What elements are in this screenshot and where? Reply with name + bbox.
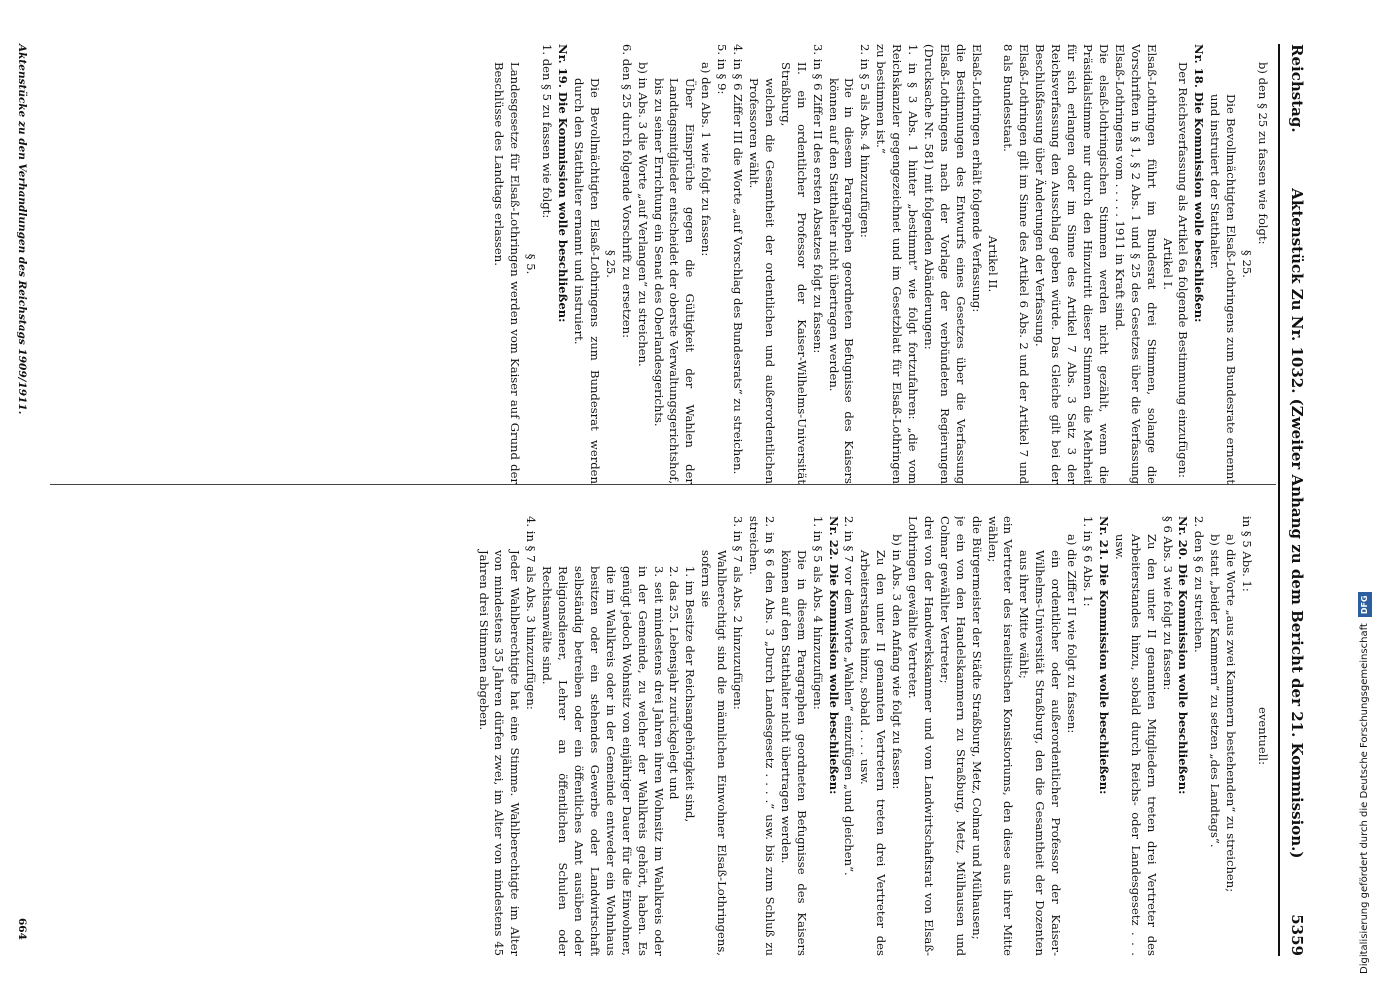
paragraph: b) in Abs. 3 die Worte „auf Verlangen“ zu streichen.	[635, 62, 650, 367]
paragraph: Nr. 18. Die Kommission wolle beschließen:	[1192, 44, 1207, 323]
paragraph: § 25.	[1240, 250, 1255, 278]
paragraph: Die Bevollmächtigten Elsaß-Lothringens zum Bundesrate ernennt und instruiert der Statthalter.	[1208, 94, 1239, 484]
paragraph: b) in Abs. 3 den Anfang wie folgt zu fassen:	[890, 534, 905, 790]
paragraph: eventuell:	[1256, 706, 1270, 766]
paragraph: 2. den § 6 zu streichen.	[1192, 516, 1207, 653]
paragraph: Die elsaß-lothringischen Stimmen werden nicht gezählt, wenn die Präsidialstimme nur durch den Hinzutritt dieser Stimmen die Mehrheit für sich erlangen oder im Sinne des Artikel 7 Abs. 3 Satz 3 der Reichsverfassung den Ausschlag geben würde. Das Gleiche gilt bei der Beschlußfassung über Änderungen der Verfassung.	[1033, 44, 1111, 484]
paragraph: Elsaß-Lothringen führt im Bundesrat drei Stimmen, solange die Vorschriften in § 1, § 2 Abs. 1 und § 25 des Gesetzes über die Verfassung Elsaß-Lothringens vom . . . . . 1911 in Kraft sind.	[1112, 44, 1159, 484]
paragraph: die Bürgermeister der Städte Straßburg, Metz, Colmar und Mülhausen;	[969, 516, 984, 940]
digitization-note	[1350, 0, 1380, 1000]
header-page-number: 5359	[1288, 914, 1306, 956]
paragraph: Nr. 22. Die Kommission wolle beschließen:	[826, 516, 841, 795]
paragraph: 1. in § 5 als Abs. 4 hinzuzufügen:	[810, 516, 825, 710]
paragraph: drei von der Handwerkskammer und vom Landwirtschaftsrat von Elsaß-Lothringen gewählte Vertreter.	[906, 516, 936, 956]
paragraph: Wahlberechtigt sind die männlichen Einwohner Elsaß-Lothringens, sofern sie	[699, 550, 730, 956]
paragraph: 2. das 25. Lebensjahr zurückgelegt und	[667, 566, 682, 800]
paragraph: 6. den § 25 durch folgende Vorschrift zu ersetzen:	[619, 44, 634, 338]
paragraph: Zu den unter II genannten Vertretern treten drei Vertreter des Arbeiterstandes hinzu, sobald . . . . usw.	[858, 550, 889, 956]
paragraph: je ein von den Handelskammern zu Straßburg, Metz, Mülhausen und Colmar gewählter Vertreter;	[937, 516, 968, 956]
paragraph: 3. seit mindestens drei Jahren ihren Wohnsitz im Wahlkreis oder in der Gemeinde, zu welcher der Wahlkreis gehört, haben. Es genügt jedoch Wohnsitz von einjähriger Dauer für die Einwohner, die im Wahlkreis oder in der Gemeinde entweder ein Wohnhaus besitzen oder ein stehendes Gewerbe oder Landwirtschaft selbständig betreiben oder ein öffentliches Amt ausüben oder Religionsdiener, Lehrer an öffentlichen Schulen oder Rechtsanwälte sind.	[540, 566, 666, 956]
paragraph: a) die Worte „aus zwei Kammern bestehenden“ zu streichen;	[1224, 534, 1239, 893]
paragraph: Landesgesetze für Elsaß-Lothringen werden vom Kaiser auf Grund der Beschlüsse des Landtags erlassen.	[492, 62, 523, 484]
text-column-right	[30, 516, 1270, 956]
paragraph: § 6 Abs. 3 wie folgt zu fassen:	[1160, 516, 1175, 691]
paragraph: Zu den unter II genannten Mitgliedern treten drei Vertreter des Arbeiterstandes hinzu, sobald durch Reichs- oder Landesgesetz . . . usw.	[1112, 534, 1159, 956]
paragraph: welchen die Gesamtheit der ordentlichen und außerordentlichen Professoren wählt.	[747, 78, 777, 484]
paragraph: 1. im Besitze der Reichsangehörigkeit sind,	[683, 566, 698, 823]
paragraph: Jeder Wahlberechtigte hat eine Stimme. Wahlberechtigte im Alter von mindestens 35 Jahren dürfen zwei, im Alter von mindestens 45 Jahren drei Stimmen abgeben.	[476, 550, 523, 956]
header-left: Reichstag.	[1288, 44, 1306, 133]
digitization-text: Digitalisierung gefördert durch die Deutsche Forschungsgemeinschaft	[1359, 623, 1370, 974]
paragraph: Elsaß-Lothringen gilt im Sinne des Artikel 6 Abs. 2 und der Artikel 7 und 8 als Bundesstaat.	[1001, 44, 1032, 484]
header-rule	[1278, 44, 1280, 956]
paragraph: ein Vertreter des israelitischen Konsistoriums, den diese aus ihrer Mitte wählen;	[985, 516, 1016, 956]
paragraph: 3. in § 6 Ziffer II des ersten Absatzes folgt zu fassen:	[810, 44, 825, 354]
paragraph: 4. in § 7 als Abs. 3 hinzuzufügen:	[524, 516, 539, 710]
paragraph: 2. in § 7 vor dem Worte „Wahlen“ einzufügen „und gleichen“.	[842, 516, 857, 876]
paragraph: II. ein ordentlicher Professor der Kaiser-Wilhelms-Universität Straßburg,	[778, 62, 809, 484]
paragraph: Elsaß-Lothringen erhält folgende Verfassung:	[969, 44, 984, 313]
paragraph: 3. in § 7 als Abs. 2 hinzuzufügen:	[731, 516, 746, 710]
footer-note: Aktenstücke zu den Verhandlungen des Reichstags 1909/1911.	[16, 44, 28, 415]
paragraph: Der Reichsverfassung als Artikel 6a folgende Bestimmung einzufügen:	[1176, 62, 1191, 478]
paragraph: Die in diesem Paragraphen geordneten Befugnisse des Kaisers können auf den Statthalter nicht übertragen werden.	[826, 78, 857, 484]
paragraph: a) den Abs. 1 wie folgt zu fassen:	[699, 62, 714, 257]
paragraph: 2. in § 5 als Abs. 4 hinzuzufügen:	[858, 44, 873, 238]
paragraph: Die Bevollmächtigten Elsaß-Lothringens zum Bundesrat werden durch den Statthalter ernannt und instruiert.	[572, 78, 602, 484]
paragraph: a) die Ziffer II wie folgt zu fassen:	[1065, 534, 1080, 734]
text-column-left	[30, 44, 1270, 484]
paragraph: § 5.	[524, 253, 539, 275]
paragraph: in § 5 Abs. 1:	[1240, 516, 1255, 592]
paragraph: 5. in § 9:	[715, 44, 730, 95]
footer-page-number: 664	[16, 918, 28, 940]
paragraph: Über Einsprüche gegen die Gültigkeit der Wahlen der Landtagsmitglieder entscheidet der oberste Verwaltungsgerichtshof, bis zu seiner Errichtung ein Senat des Oberlandesgerichts.	[651, 78, 698, 484]
paragraph: Nr. 21. Die Kommission wolle beschließen:	[1096, 516, 1111, 795]
paragraph: die Bestimmungen des Entwurfs eines Gesetzes über die Verfassung Elsaß-Lothringens nach der Vorlage der verbündeten Regierungen (Drucksache Nr. 581) mit folgenden Abänderungen:	[921, 44, 968, 484]
paragraph: § 25.	[603, 250, 618, 278]
dfg-logo: DFG	[1358, 592, 1372, 617]
paragraph: Die in diesem Paragraphen geordneten Befugnisse des Kaisers können auf den Statthalter nicht übertragen werden.	[778, 550, 809, 956]
paragraph: Nr. 19. Die Kommission wolle beschließen:	[556, 44, 571, 323]
paragraph: ein ordentlicher oder außerordentlicher Professor der Kaiser-Wilhelms-Universität Straßburg, den die Gesamtheit der Dozenten aus ihrer Mitte wählt;	[1017, 550, 1064, 956]
paragraph: 1. den § 5 zu fassen wie folgt:	[540, 44, 555, 219]
header-title: Aktenstück Zu Nr. 1032. (Zweiter Anhang zu dem Bericht der 21. Kommission.)	[1288, 188, 1306, 859]
paragraph: 2. in § 6 den Abs. 3 „Durch Landesgesetz . . . .“ usw. bis zum Schluß zu streichen.	[747, 516, 777, 956]
paragraph: Nr. 20. Die Kommission wolle beschließen:	[1176, 516, 1191, 795]
paragraph: b) statt „beider Kammern“ zu setzen „des Landtags“.	[1208, 534, 1223, 848]
paragraph: 1. in § 3 Abs. 1 hinter „bestimmt“ wie folgt fortzufahren: „die vom Reichskanzler gegengezeichnet und im Gesetzblatt für Elsaß-Lothringen zu bestimmen ist.“	[874, 44, 921, 484]
paragraph: 1. in § 6 Abs. 1:	[1081, 516, 1096, 607]
paragraph: 4. in § 6 Ziffer III die Worte „auf Vorschlag des Bundesrats“ zu streichen.	[731, 44, 746, 475]
running-header	[1288, 44, 1306, 956]
paragraph: Artikel I.	[1160, 238, 1175, 290]
paragraph: Artikel II.	[985, 235, 1000, 293]
paragraph: b) den § 25 zu fassen wie folgt:	[1256, 62, 1270, 245]
column-divider	[50, 484, 1276, 485]
